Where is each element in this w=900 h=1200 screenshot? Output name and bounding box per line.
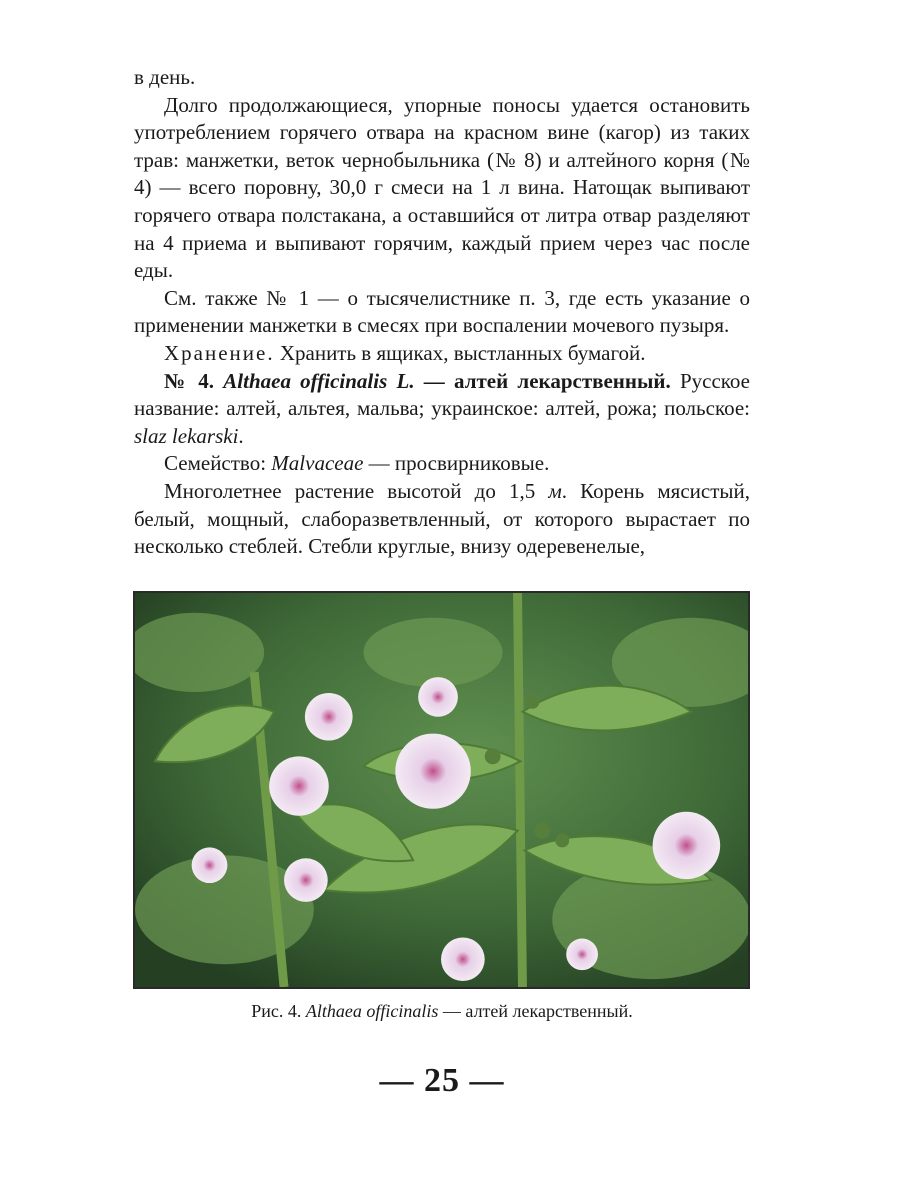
description-unit: м <box>548 478 562 503</box>
paragraph-continuation: в день. <box>134 65 196 89</box>
marshmallow-plant-illustration <box>135 593 748 987</box>
paragraph-storage <box>134 340 750 368</box>
paragraph-see-also: См. также № 1 — о тысячелистнике п. 3, где есть указание о применении манжетки в смесях при воспалении мочевого пузыря. <box>134 285 750 338</box>
caption-text: — алтей лекарственный. <box>438 1001 633 1021</box>
entry-number: № 4. <box>164 368 215 393</box>
page-number: — 25 — <box>379 1062 505 1099</box>
entry-end: . <box>238 423 244 448</box>
body-text <box>134 64 750 561</box>
plant-photo <box>133 591 750 989</box>
caption-latin: Althaea officinalis <box>305 1001 439 1021</box>
figure-caption <box>134 1001 750 1022</box>
entry-russian-name: — алтей лекарственный. <box>414 368 671 393</box>
description-b: . Корень мясистый, белый, мощный, слаборазветвленный, от которого вырастает по несколько стеблей. Стебли круглые, внизу одеревенелые, <box>134 478 750 559</box>
paragraph-diarrhea-remedy: Долго продолжающиеся, упорные поносы удается остановить употреблением горячего отвара на красном вине (кагор) из таких трав: манжетки, веток чернобыльника (№ 8) и алтейного корня (№ 4) — всего поровну, 30,0 г смеси на 1 л вина. Натощак выпивают горячего отвара полстакана, а оставшийся от литра отвар разделяют на 4 приема и выпивают горячим, каждый прием через час после еды. <box>134 92 750 283</box>
family-text: — просвирниковые. <box>363 451 550 476</box>
family-latin: Malvaceae <box>271 451 364 476</box>
entry-latin-name: Althaea officinalis L. <box>223 368 415 393</box>
caption-prefix: Рис. 4. <box>251 1001 306 1021</box>
storage-text: Хранить в ящиках, выстланных бумагой. <box>274 340 646 365</box>
paragraph-entry-heading <box>134 368 750 451</box>
paragraph-family <box>134 450 750 478</box>
entry-polish-name: slaz lekarski <box>134 423 239 448</box>
family-label: Семейство: <box>164 451 272 476</box>
paragraph-description <box>134 478 750 561</box>
description-a: Многолетнее растение высотой до 1,5 <box>164 478 549 503</box>
entry-names-text: Русское название: алтей, альтея, мальва; украинское: алтей, рожа; польское: <box>134 368 751 421</box>
storage-label: Хранение. <box>164 340 275 365</box>
